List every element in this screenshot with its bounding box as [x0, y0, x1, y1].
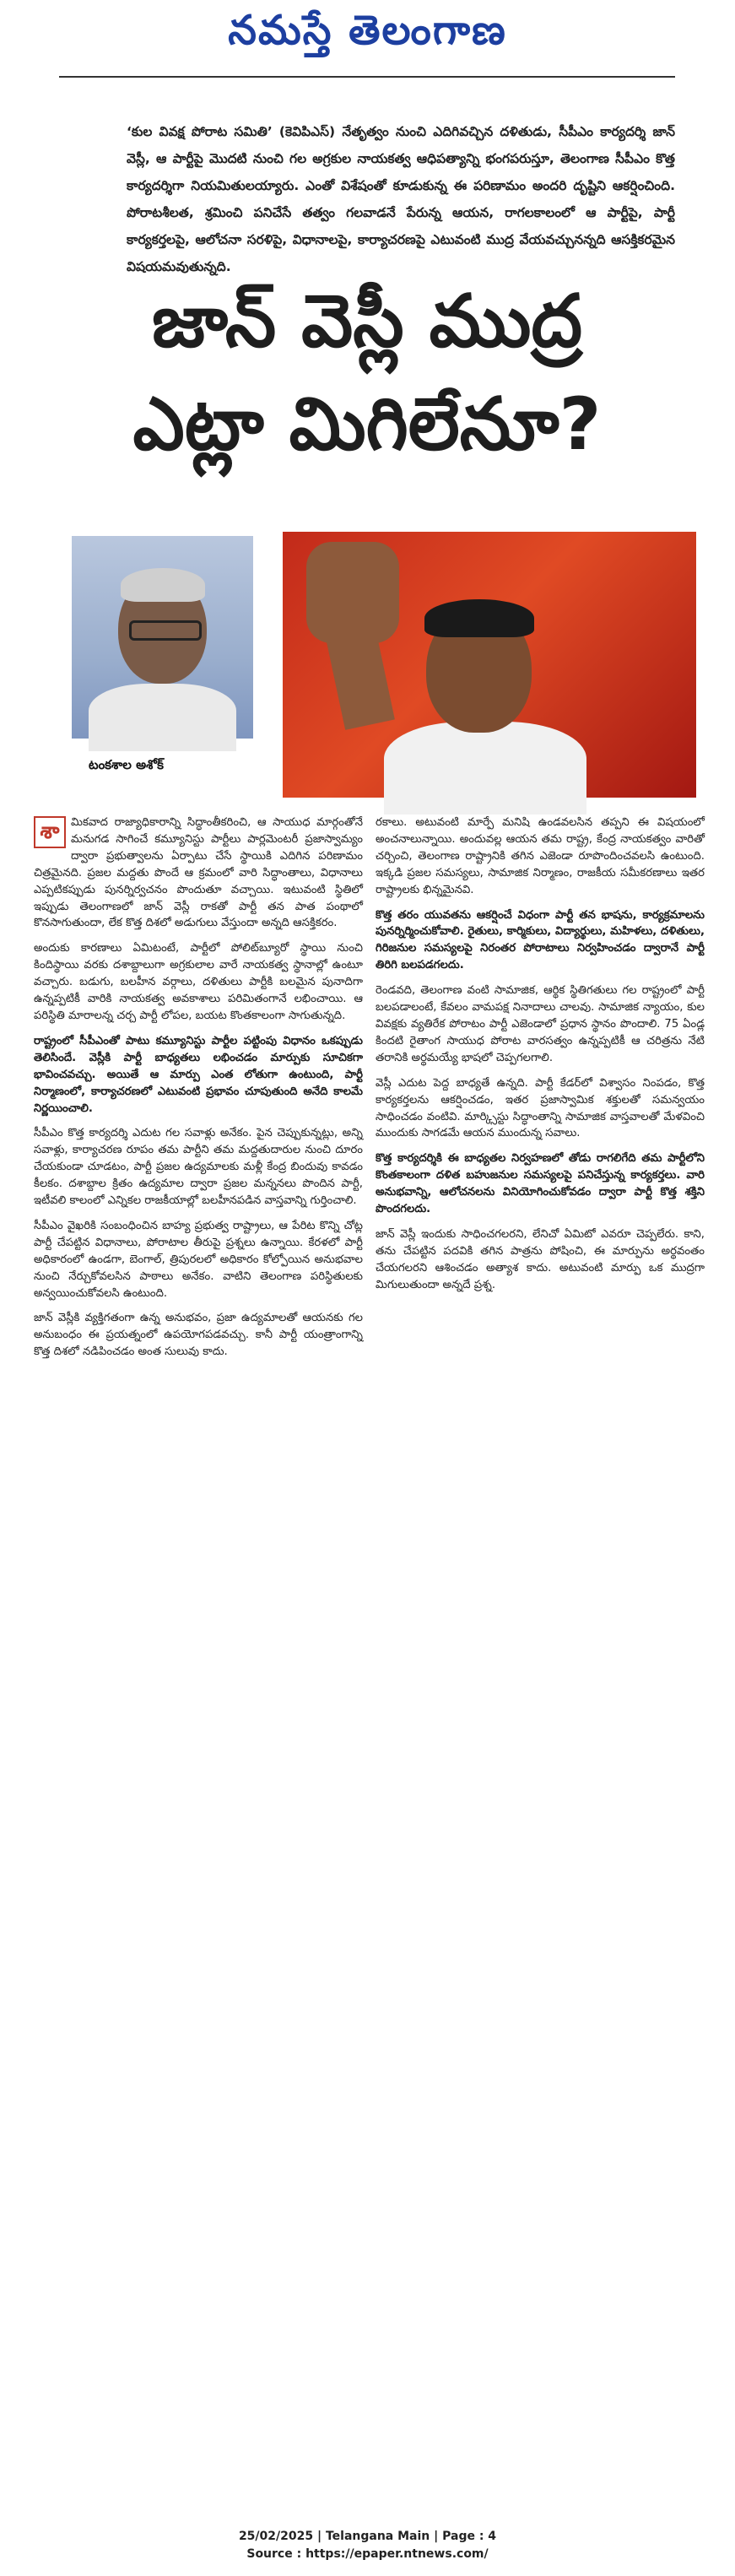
- paragraph: జాన్ వెస్లీకి వ్యక్తిగతంగా ఉన్న అనుభవం, ప్రజా ఉద్యమాలతో ఆయనకు గల అనుబంధం ఈ ప్రయత్నంలో ఉపయోగపడవచ్చు. కానీ పార్టీ యంత్రాంగాన్ని కొత్త దిశలో నడిపించడం అంత సులువు కాదు.: [34, 1312, 363, 1359]
- paragraph: వెస్లీ ఎదుట పెద్ద బాధ్యతే ఉన్నది. పార్టీ కేడర్‌లో విశ్వాసం నింపడం, కొత్త కార్యకర్తలను ఆకర్షించడం, ఇతర ప్రజాస్వామిక శక్తులతో సమన్వయం సాధించడం వంటివి. మార్క్సిస్టు సిద్ధాంతాన్ని సామాజిక వాస్తవాలతో మేళవించి ముందుకు సాగడమే ఆయన ముందున్న సవాలు.: [376, 1076, 705, 1140]
- paragraph: అందుకు కారణాలు ఏమిటంటే, పార్టీలో పోలిట్‌బ్యూరో స్థాయి నుంచి కిందిస్థాయి వరకు దశాబ్దాలుగా అగ్రకులాల వారే నాయకత్వ స్థానాల్లో ఉంటూ వచ్చారు. బడుగు, బలహీన వర్గాలు, దళితులు పార్టీకి బలమైన పునాదిగా ఉన్నప్పటికీ వారికి నాయకత్వ అవకాశాలు పరిమితంగానే లభించాయి. ఆ పరిస్థితి మారాలన్న చర్చ పార్టీ లోపల, బయట కొంతకాలంగా సాగుతున్నది.: [34, 942, 363, 1022]
- paragraph: రకాలు. అటువంటి మార్పే మనిషి ఉండవలసిన తప్పని ఈ విషయంలో అంచనాలున్నాయి. అందువల్ల ఆయన తమ రాష్ట్ర, కేంద్ర నాయకత్వం వారితో చర్చించి, తెలంగాణ రాష్ట్రానికి తగిన ఎజెండా రూపొందించవలసి ఉంటుంది. ఇక్కడి ప్రజల సమస్యలు, సామాజిక నిర్మాణం, రాజకీయ సమీకరణాలు ఇతర రాష్ట్రాలకు భిన్నమైనవి.: [376, 816, 705, 896]
- footer-source-line: Source : https://epaper.ntnews.com/: [246, 2547, 489, 2561]
- page-footer: [0, 2528, 735, 2563]
- divider: [59, 76, 675, 78]
- pull-paragraph: కొత్త కార్యదర్శికి ఈ బాధ్యతల నిర్వహణలో తోడు రాగలిగేది తమ పార్టీలోని కొంతకాలంగా దళిత బహుజనుల సమస్యలపై పనిచేస్తున్న కార్యకర్తలు. వారి అనుభవాన్ని, ఆలోచనలను వినియోగించుకోవడం ద్వారా పార్టీ కొత్త శక్తిని పొందగలదు.: [376, 1152, 705, 1216]
- paragraph: రెండవది, తెలంగాణ వంటి సామాజిక, ఆర్థిక స్థితిగతులు గల రాష్ట్రంలో పార్టీ బలపడాలంటే, కేవలం వామపక్ష నినాదాలు చాలవు. సామాజిక న్యాయం, కుల వివక్షకు వ్యతిరేక పోరాటం పార్టీ ఎజెండాలో ప్రధాన స్థానం పొందాలి. 75 ఏండ్ల కిందటి రైతాంగ సాయుధ పోరాట వారసత్వం ఉన్నప్పటికీ ఆ చరిత్రను నేటి తరానికి అర్థమయ్యే భాషలో చెప్పగలగాలి.: [376, 984, 705, 1064]
- pull-paragraph: కొత్త తరం యువతను ఆకర్షించే విధంగా పార్టీ తన భాషను, కార్యక్రమాలను పునర్నిర్మించుకోవాలి. రైతులు, కార్మికులు, విద్యార్థులు, మహిళలు, దళితులు, గిరిజనుల సమస్యలపై నిరంతర పోరాటాలు నిర్వహించడం ద్వారానే పార్టీ తిరిగి బలపడగలదు.: [376, 908, 705, 972]
- masthead: [0, 0, 735, 66]
- headline-line-1: జాన్ వెస్లీ ముద్ర: [151, 279, 583, 364]
- paragraph: జాన్ వెస్లీ ఇందుకు సాధించగలరని, లేనిచో ఏమిటో ఎవరూ చెప్పలేరు. కాని, తను చేపట్టిన పదవికి తగిన పాత్రను పోషించి, ఈ మార్పును అర్థవంతం చేయగలరని ఆశించడం అత్యాశ కాదు. అటువంటి మార్పు ఒక ముద్రగా మిగులుతుందా అన్నదే ప్రశ్న.: [376, 1227, 705, 1291]
- footer-date-line: 25/02/2025 | Telangana Main | Page : 4: [238, 2530, 497, 2543]
- paragraph: సీపీఎం వైఖరికి సంబంధించిన బాహ్య ప్రభుత్వ రాష్ట్రాలు, ఆ పేరిట కొన్ని చోట్ల పార్టీ చేపట్టిన విధానాలు, పోరాటాల తీరుపై ప్రశ్నలు ఉన్నాయి. కేరళలో పార్టీ అధికారంలో ఉండగా, బెంగాల్, త్రిపురలలో అధికారం కోల్పోయిన అనుభవాల నుంచి నేర్చుకోవలసిన పాఠాలు అనేకం. వాటిని తెలంగాణ పరిస్థితులకు అన్వయించుకోవలసి ఉంటుంది.: [34, 1219, 363, 1300]
- article-headline: [51, 270, 684, 476]
- pull-paragraph: రాష్ట్రంలో సీపీఎంతో పాటు కమ్యూనిస్టు పార్టీల పట్టింపు విధానం ఒకప్పుడు తెలిసిందే. వెస్లీకి పార్టీ బాధ్యతలు లభించడం మార్పుకు సూచికగా భావించవచ్చు. అయితే ఆ మార్పు ఎంత లోతుగా ఉంటుంది, పార్టీ నిర్మాణంలో, కార్యాచరణలో ఎటువంటి ప్రభావం చూపుతుంది అనేది కాలమే నిర్ణయించాలి.: [34, 1034, 363, 1115]
- subject-photo: [283, 532, 696, 798]
- article-intro: ‘కుల వివక్ష పోరాట సమితి’ (కెవిపిఎస్) నేతృత్వం నుంచి ఎదిగివచ్చిన దళితుడు, సీపీఎం కార్యదర్శి జాన్ వెస్లీ, ఆ పార్టీపై మొదటి నుంచి గల అగ్రకుల నాయకత్వ ఆధిపత్యాన్ని భంగపరుస్తూ, తెలంగాణ సీపీఎం కొత్త కార్యదర్శిగా నియమితులయ్యారు. ఎంతో విశేషంతో కూడుకున్న ఈ పరిణామం అందరి దృష్టిని ఆకర్షించింది. పోరాటశీలత, శ్రమించి పనిచేసే తత్వం గలవాడనే పేరున్న ఆయన, రాగలకాలంలో ఆ పార్టీపై, పార్టీ కార్యకర్తలపై, ఆలోచనా సరళిపై, విధానాలపై, కార్యాచరణపై ఎటువంటి ముద్ర వేయవచ్చునన్నది ఆసక్తికరమైన విషయమవుతున్నది.: [127, 124, 675, 274]
- headline-line-2: ఎట్లా మిగిలేనూ?: [132, 382, 602, 467]
- article-column-right: [376, 814, 705, 2511]
- paragraph: సీపీఎం కొత్త కార్యదర్శి ఎదుట గల సవాళ్లు అనేకం. పైన చెప్పుకున్నట్లు, అన్ని సవాళ్లు, కార్యాచరణ రూపం తమ పార్టీని తమ మద్దతుదారుల నుంచి దూరం చేయకుండా చూడటం, పార్టీ ప్రజల ఉద్యమాలకు మళ్లీ కేంద్ర బిందువు కావడం కీలకం. దశాబ్దాల క్రితం ఉద్యమాల ద్వారా ప్రజల మన్ననలు పొందిన పార్టీ, ఇటీవలి కాలంలో ఎన్నికల రాజకీయాల్లో బలహీనపడిన వాస్తవాన్ని గుర్తించాలి.: [34, 1127, 363, 1208]
- newspaper-title: నమస్తే తెలంగాణ: [228, 7, 507, 54]
- article-column-left: [34, 814, 363, 2511]
- author-byline: టంకశాల అశోక్: [89, 757, 164, 772]
- author-photo: [72, 536, 253, 739]
- paragraph: మికవాద రాజ్యాధికారాన్ని సిద్ధాంతీకరించి, ఆ సాయుధ మార్గంతోనే మనుగడ సాగించే కమ్యూనిస్టు పార్టీలు పార్లమెంటరీ ప్రజాస్వామ్యం ద్వారా ప్రభుత్వాలను ఏర్పాటు చేసే స్థాయికి ఎదిగిన పరిణామం చిత్రమైనది. ప్రజల మద్దతు పొందే ఆ క్రమంలో వారి సిద్ధాంతాలు, విధానాలు ఎప్పటికప్పుడు పునర్నిర్వచనం పొందుతూ వచ్చాయి. ఇటువంటి స్థితిలో ఇప్పుడు తెలంగాణలో జాన్ వెస్లీ రాకతో పార్టీ తన పాత పంథాలో కొనసాగుతుందా, లేక కొత్త దిశలో అడుగులు వేస్తుందా అన్నది ఆసక్తికరం.: [34, 816, 363, 930]
- drop-cap: శా: [34, 816, 66, 848]
